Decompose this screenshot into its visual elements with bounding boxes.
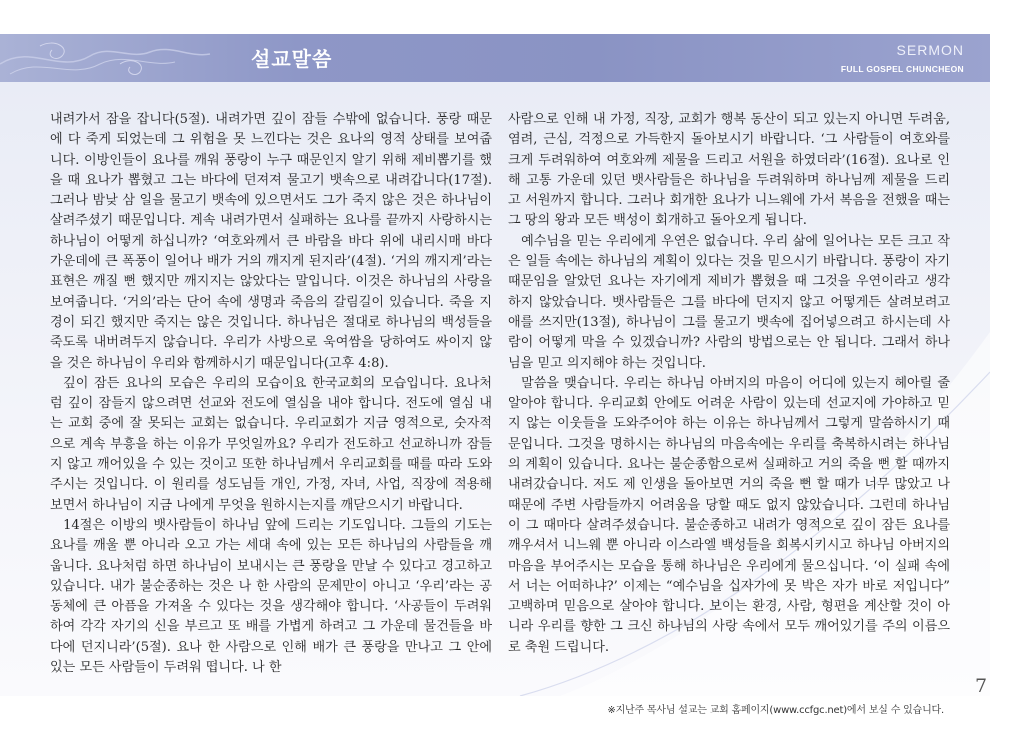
church-name: FULL GOSPEL CHUNCHEON bbox=[840, 64, 964, 74]
paragraph: 말씀을 맺습니다. 우리는 하나님 아버지의 마음이 어디에 있는지 헤아릴 줄 알아야 합니다. 우리교회 안에도 어려운 사람이 있는데 선교지에 가야하고 믿지 않는 이웃들을 도와주어야 하는 이유는 하나님께서 그렇게 말씀하시기 때문입니다. 그것을 명하시는 하나님의 마음속에는 우리를 축복하시려는 하나님의 계획이 있습니다. 요나는 불순종함으로써 실패하고 거의 죽을 뻔 할 때까지 내려갔습니다. 저도 제 인생을 돌아보면 거의 죽을 뻔 할 때가 너무 많았고 나 때문에 주변 사람들까지 어려움을 당할 때도 없지 않았습니다. 그런데 하나님이 그 때마다 살려주셨습니다. 불순종하고 내려가 영적으로 깊이 잠든 요나를 깨우셔서 니느웨 뿐 아니라 이스라엘 백성들을 회복시키시고 하나님 아버지의 마음을 부어주시는 모습을 통해 하나님은 우리에게 물으십니다. ‘이 실패 속에서 너는 어떠하냐?’ 이제는 “예수님을 십자가에 못 박은 자가 바로 저입니다” 고백하며 믿음으로 살아야 합니다. 보이는 환경, 사람, 형편을 계산할 것이 아니라 우리를 향한 그 크신 하나님의 사랑 속에서 모두 깨어있기를 주의 이름으로 축원 드립니다. bbox=[508, 375, 950, 655]
content-panel bbox=[0, 82, 990, 696]
decorative-swirl-icon bbox=[0, 34, 260, 82]
footnote: ※지난주 목사님 설교는 교회 홈페이지(www.ccfgc.net)에서 보실 수 있습니다. bbox=[607, 705, 944, 716]
paragraph: 사람으로 인해 내 가정, 직장, 교회가 행복 동산이 되고 있는지 아니면 두려움, 염려, 근심, 걱정으로 가득한지 돌아보시기 바랍니다. ‘그 사람들이 여호와를 크게 두려워하여 여호와께 제물을 드리고 서원을 하였더라’(16절). 요나로 인해 고통 가운데 있던 뱃사람들은 하나님을 두려워하며 하나님께 제물을 드리고 서원까지 합니다. 그러나 회개한 요나가 니느웨에 가서 복음을 전했을 때는 그 땅의 왕과 모든 백성이 회개하고 돌아오게 됩니다. bbox=[508, 112, 950, 229]
paragraph: 예수님을 믿는 우리에게 우연은 없습니다. 우리 삶에 일어나는 모든 크고 작은 일들 속에는 하나님의 계획이 있다는 것을 믿으시기 바랍니다. 풍랑이 자기 때문임을 알았던 요나는 자기에게 제비가 뽑혔을 때 그것을 우연이라고 생각하지 않았습니다. 뱃사람들은 그를 바다에 던지지 않고 어떻게든 살려보려고 애를 쓰지만(13절), 하나님이 그를 물고기 뱃속에 집어넣으려고 하시는데 사람이 어떻게 막을 수 있겠습니까? 사람의 방법으로는 안 됩니다. 그래서 하나님을 믿고 의지해야 하는 것입니다. bbox=[508, 233, 950, 371]
paragraph: 14절은 이방의 뱃사람들이 하나님 앞에 드리는 기도입니다. 그들의 기도는 요나를 깨울 뿐 아니라 오고 가는 세대 속에 있는 모든 하나님의 사람들을 깨웁니다. 요나처럼 하면 하나님이 보내시는 큰 풍랑을 만날 수 있다고 경고하고 있습니다. 내가 불순종하는 것은 나 한 사람의 문제만이 아니고 ‘우리’라는 공동체에 큰 아픔을 가져올 수 있다는 것을 생각해야 합니다. ‘사공들이 두려워하여 각각 자기의 신을 부르고 또 배를 가볍게 하려고 그 가운데 물건들을 바다에 던지니라’(5절). 요나 한 사람으로 인해 배가 큰 풍랑을 만나고 그 안에 있는 모든 사람들이 두려워 떱니다. 나 한 bbox=[50, 517, 492, 676]
page-header bbox=[0, 34, 990, 82]
left-column bbox=[50, 110, 492, 678]
paragraph: 내려가서 잠을 잡니다(5절). 내려가면 깊이 잠들 수밖에 없습니다. 풍랑 때문에 다 죽게 되었는데 그 위험을 못 느낀다는 것은 요나의 영적 상태를 보여줍니다. 이방인들이 요나를 깨워 풍랑이 누구 때문인지 알기 위해 제비뽑기를 했을 때 요나가 뽑혔고 그는 바다에 던져져 물고기 뱃속으로 내려갑니다(17절). 그러나 밤낮 삼 일을 물고기 뱃속에 있으면서도 그가 죽지 않은 것은 하나님이 살려주셨기 때문입니다. 계속 내려가면서 실패하는 요나를 끝까지 사랑하시는 하나님이 어떻게 하십니까? ‘여호와께서 큰 바람을 바다 위에 내리시매 바다 가운데에 큰 폭풍이 일어나 배가 거의 깨지게 된지라’(4절). ‘거의 깨지게’라는 표현은 깨질 뻔 했지만 깨지지는 않았다는 말입니다. 이것은 하나님의 사랑을 보여줍니다. ‘거의’라는 단어 속에 생명과 죽음의 갈림길이 있습니다. 죽을 지경이 되긴 했지만 죽지는 않은 것입니다. 하나님은 절대로 하나님의 백성들을 죽도록 내버려두지 않습니다. 우리가 사방으로 욱여쌈을 당하여도 싸이지 않을 것은 하나님이 우리와 함께하시기 때문입니다(고후 4:8). bbox=[50, 112, 492, 371]
right-column bbox=[508, 110, 950, 658]
section-label: SERMON bbox=[896, 42, 964, 58]
page-number: 7 bbox=[975, 675, 988, 697]
paragraph: 깊이 잠든 요나의 모습은 우리의 모습이요 한국교회의 모습입니다. 요나처럼 깊이 잠들지 않으려면 선교와 전도에 열심을 내야 합니다. 전도에 열심 내는 교회 중에 잘 못되는 교회는 없습니다. 우리교회가 지금 영적으로, 숫자적으로 계속 부흥을 하는 이유가 무엇일까요? 우리가 전도하고 선교하니까 잠들지 않고 깨어있을 수 있는 것이고 또한 하나님께서 우리교회를 때를 따라 도와주시는 것입니다. 이 원리를 성도님들 개인, 가정, 자녀, 사업, 직장에 적용해 보면서 하나님이 지금 나에게 무엇을 원하시는지를 깨닫으시기 바랍니다. bbox=[50, 375, 492, 513]
page-title: 설교말씀 bbox=[251, 47, 333, 71]
